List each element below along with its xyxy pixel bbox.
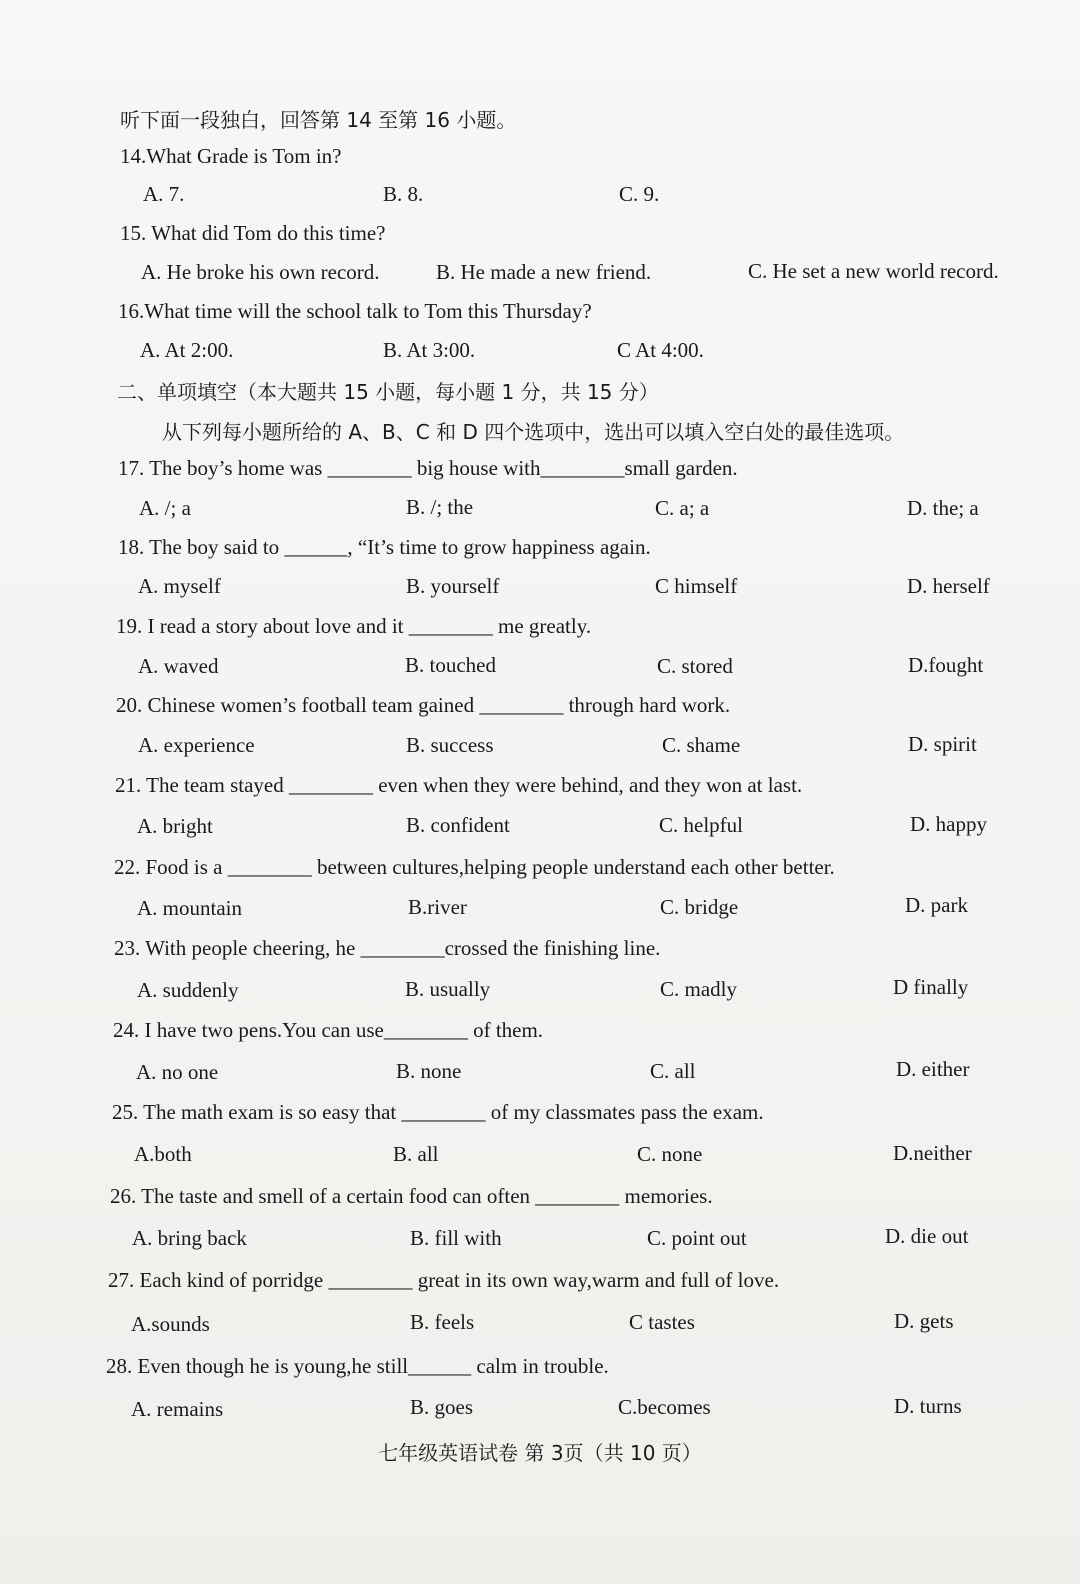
option-a: A.sounds xyxy=(131,1312,210,1336)
option-b: B. all xyxy=(393,1142,439,1166)
option-a: A. mountain xyxy=(137,896,242,920)
option-d: D. die out xyxy=(885,1224,969,1248)
option-c: C At 4:00. xyxy=(617,338,704,362)
option-a: A. He broke his own record. xyxy=(141,260,380,284)
option-d: D. turns xyxy=(894,1394,962,1418)
option-d: D. spirit xyxy=(908,732,977,756)
option-b: B. /; the xyxy=(406,495,474,519)
option-b: B. He made a new friend. xyxy=(436,260,652,284)
option-d: D. gets xyxy=(894,1309,954,1333)
option-a: A. myself xyxy=(138,574,221,598)
option-b: B.river xyxy=(408,895,467,919)
option-d: D. park xyxy=(905,893,968,917)
option-a: A. suddenly xyxy=(137,978,239,1002)
option-b: B. goes xyxy=(410,1395,473,1419)
option-d: D. herself xyxy=(907,574,990,598)
question-14: 14.What Grade is Tom in? xyxy=(120,144,342,168)
option-c: C.becomes xyxy=(618,1395,711,1419)
option-a: A.both xyxy=(134,1142,192,1166)
option-a: A. bright xyxy=(137,814,213,838)
question-16: 16.What time will the school talk to Tom this Thursday? xyxy=(118,299,592,323)
question-15: 15. What did Tom do this time? xyxy=(120,221,386,245)
option-c: C. all xyxy=(650,1059,696,1083)
page-footer: 七年级英语试卷 第 3页（共 10 页） xyxy=(378,1441,702,1465)
option-b: B. usually xyxy=(405,977,491,1001)
option-c: C. He set a new world record. xyxy=(748,259,999,283)
option-a: A. experience xyxy=(138,733,255,757)
option-b: B. confident xyxy=(406,813,510,837)
question-28: 28. Even though he is young,he still______ calm in trouble. xyxy=(106,1354,609,1378)
option-a: A. /; a xyxy=(139,496,191,520)
option-a: A. remains xyxy=(131,1397,224,1421)
question-18: 18. The boy said to ______, “It’s time to grow happiness again. xyxy=(118,535,651,559)
option-a: A. waved xyxy=(138,654,219,678)
option-c: C himself xyxy=(655,574,738,598)
option-c: C. shame xyxy=(662,733,741,757)
question-17: 17. The boy’s home was ________ big house with________small garden. xyxy=(118,456,738,480)
option-c: C. 9. xyxy=(619,182,660,206)
option-b: B. yourself xyxy=(406,574,500,598)
question-19: 19. I read a story about love and it ________ me greatly. xyxy=(116,614,592,638)
option-d: D. the; a xyxy=(907,496,979,520)
question-22: 22. Food is a ________ between cultures,helping people understand each other better. xyxy=(114,855,835,879)
option-d: D. either xyxy=(896,1057,970,1081)
option-a: A. bring back xyxy=(132,1226,247,1250)
option-b: B. touched xyxy=(405,653,496,677)
section-instruction: 从下列每小题所给的 A、B、C 和 D 四个选项中，选出可以填入空白处的最佳选项。 xyxy=(162,420,905,444)
option-b: B. success xyxy=(406,733,494,757)
option-d: D finally xyxy=(893,975,969,999)
question-24: 24. I have two pens.You can use________ of them. xyxy=(113,1018,544,1042)
question-20: 20. Chinese women’s football team gained ________ through hard work. xyxy=(116,693,731,717)
option-c: C. helpful xyxy=(659,813,743,837)
question-25: 25. The math exam is so easy that ________ of my classmates pass the exam. xyxy=(112,1100,764,1124)
option-b: B. fill with xyxy=(410,1226,502,1250)
question-27: 27. Each kind of porridge ________ great in its own way,warm and full of love. xyxy=(108,1268,780,1292)
option-b: B. feels xyxy=(410,1310,475,1334)
option-c: C. point out xyxy=(647,1226,747,1250)
option-c: C. bridge xyxy=(660,895,739,919)
question-26: 26. The taste and smell of a certain food can often ________ memories. xyxy=(110,1184,713,1208)
section-title: 二、单项填空（本大题共 15 小题，每小题 1 分，共 15 分） xyxy=(117,380,659,404)
option-c: C tastes xyxy=(629,1310,695,1334)
option-c: C. none xyxy=(637,1142,703,1166)
option-d: D.fought xyxy=(908,653,984,677)
question-21: 21. The team stayed ________ even when they were behind, and they won at last. xyxy=(115,773,803,797)
option-c: C. a; a xyxy=(655,496,710,520)
option-b: B. 8. xyxy=(383,182,424,206)
listening-intro: 听下面一段独白，回答第 14 至第 16 小题。 xyxy=(120,108,517,132)
option-a: A. 7. xyxy=(143,182,185,206)
option-d: D.neither xyxy=(893,1141,972,1165)
option-c: C. stored xyxy=(657,654,733,678)
option-c: C. madly xyxy=(660,977,737,1001)
option-a: A. no one xyxy=(136,1060,219,1084)
option-d: D. happy xyxy=(910,812,987,836)
option-b: B. none xyxy=(396,1059,462,1083)
option-a: A. At 2:00. xyxy=(140,338,234,362)
option-b: B. At 3:00. xyxy=(383,338,476,362)
question-23: 23. With people cheering, he ________crossed the finishing line. xyxy=(114,936,661,960)
